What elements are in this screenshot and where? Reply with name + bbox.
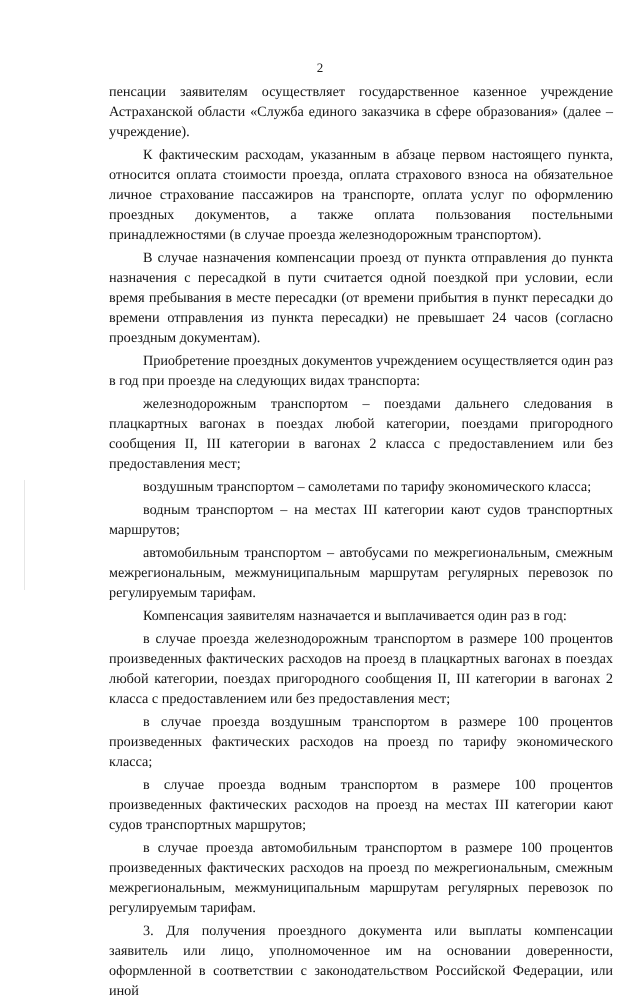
- list-item-comp-air: в случае проезда воздушным транспортом в размере 100 процентов произведенных фактических расходов на проезд по тарифу экономического класса;: [109, 714, 613, 770]
- paragraph-continuation: пенсации заявителям осуществляет государственное казенное учреждение Астраханской области «Служба единого заказчика в сфере образования» (далее – учреждение).: [109, 84, 613, 140]
- scan-margin-mark: [24, 480, 25, 590]
- document-body: [109, 82, 613, 1001]
- page-number: 2: [316, 60, 324, 75]
- paragraph-ticket-purchase: Приобретение проездных документов учреждением осуществляется один раз в год при проезде на следующих видах транспорта:: [109, 353, 613, 389]
- paragraph-section-3: 3. Для получения проездного документа или выплаты компенсации заявитель или лицо, уполномоченное им на основании доверенности, оформленной в соответствии с законодательством Российской Федерации, или иной: [109, 923, 613, 999]
- list-item-comp-road: в случае проезда автомобильным транспортом в размере 100 процентов произведенных фактических расходов на проезд по межрегиональным, смежным межрегиональным, межмуниципальным маршрутам регулярных перевозок по регулируемым тарифам.: [109, 840, 613, 916]
- list-item-comp-water: в случае проезда водным транспортом в размере 100 процентов произведенных фактических расходов на проезд на местах III категории кают судов транспортных маршрутов;: [109, 777, 613, 833]
- paragraph-transfer: В случае назначения компенсации проезд от пункта отправления до пункта назначения с пересадкой в пути считается одной поездкой при условии, если время пребывания в месте пересадки (от времени прибытия в пункт пересадки до времени отправления из пункта пересадки) не превышает 24 часов (согласно проездным документам).: [109, 250, 613, 346]
- paragraph-compensation: Компенсация заявителям назначается и выплачивается один раз в год:: [143, 608, 567, 624]
- paragraph-actual-expenses: К фактическим расходам, указанным в абзаце первом настоящего пункта, относится оплата стоимости проезда, оплата страхового взноса на обязательное личное страхование пассажиров на транспорте, оплата услуг по оформлению проездных документов, а также оплата пользования постельными принадлежностями (в случае проезда железнодорожным транспортом).: [109, 147, 613, 243]
- list-item-air: воздушным транспортом – самолетами по тарифу экономического класса;: [143, 479, 592, 495]
- list-item-road: автомобильным транспортом – автобусами по межрегиональным, смежным межрегиональным, межмуниципальным маршрутам регулярных перевозок по регулируемым тарифам.: [109, 545, 613, 601]
- list-item-water: водным транспортом – на местах III категории кают судов транспортных маршрутов;: [109, 502, 613, 538]
- list-item-comp-rail: в случае проезда железнодорожным транспортом в размере 100 процентов произведенных фактических расходов на проезд в плацкартных вагонах в поездах любой категории, поездах пригородного сообщения II, III категории в вагонах 2 класса с предоставлением или без предоставления мест;: [109, 631, 613, 707]
- list-item-rail: железнодорожным транспортом – поездами дальнего следования в плацкартных вагонах в поездах любой категории, поездами пригородного сообщения II, III категории в вагонах 2 класса с предоставлением или без предоставления мест;: [109, 396, 613, 472]
